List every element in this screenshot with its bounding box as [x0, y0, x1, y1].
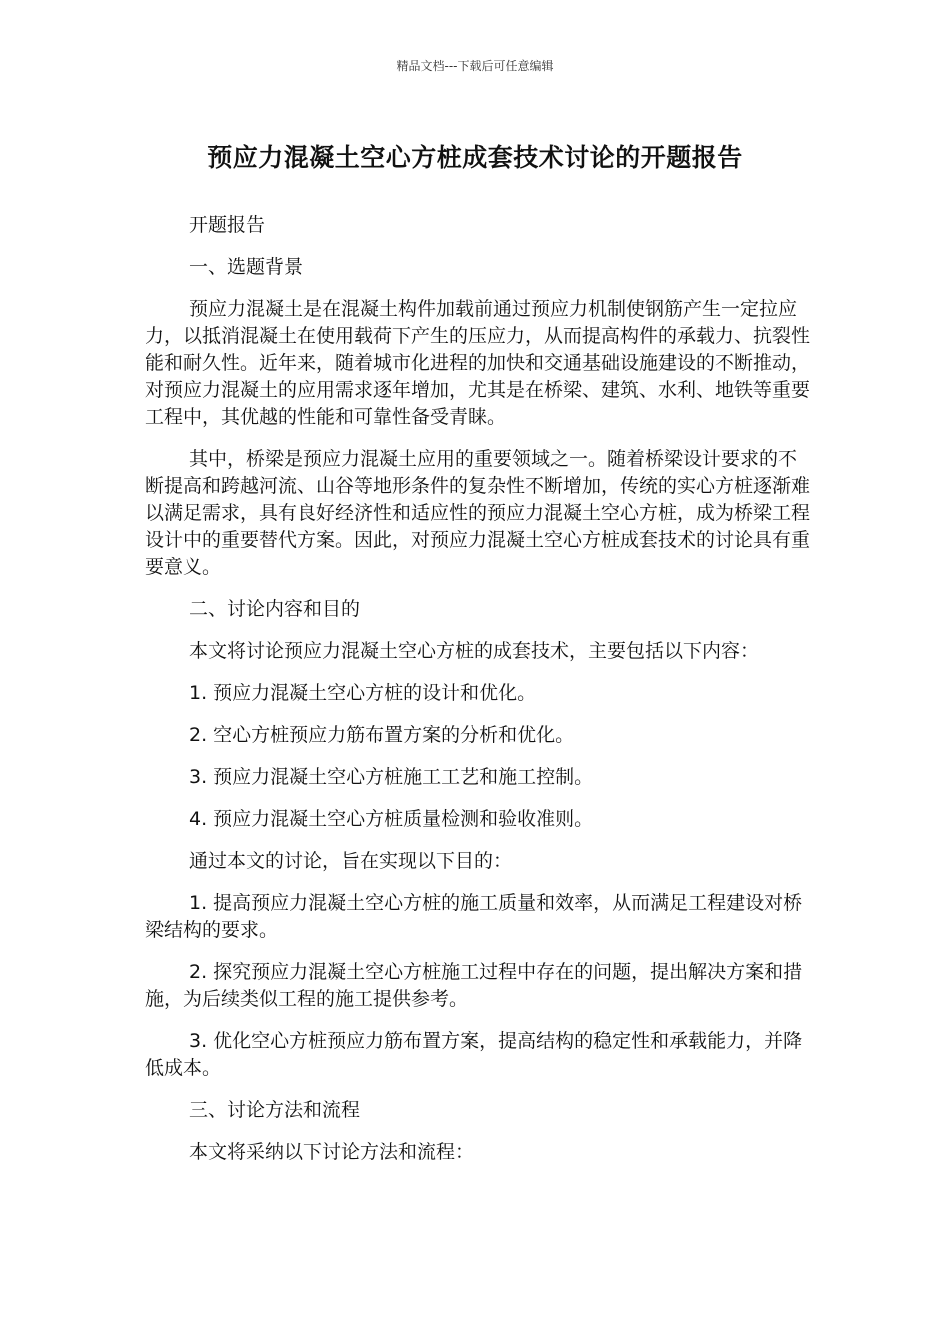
section-heading-methods: 三、讨论方法和流程 — [189, 1099, 361, 1121]
document-title: 预应力混凝土空心方桩成套技术讨论的开题报告 — [207, 143, 743, 172]
page-header-watermark: 精品文档---下载后可任意编辑 — [396, 59, 554, 73]
paragraph-methods-intro: 本文将采纳以下讨论方法和流程： — [189, 1141, 475, 1163]
list-item-content-3: 3. 预应力混凝土空心方桩施工工艺和施工控制。 — [189, 766, 594, 788]
paragraph-background-1: 预应力混凝土是在混凝土构件加载前通过预应力机制使钢筋产生一定拉应力，以抵消混凝土在使用载荷下产生的压应力，从而提高构件的承载力、抗裂性能和耐久性。近年来，随着城市化进程的加快和交通基础设施建设的不断推动，对预应力混凝土的应用需求逐年增加，尤其是在桥梁、建筑、水利、地铁等重要工程中，其优越的性能和可靠性备受青睐。 — [145, 298, 811, 428]
section-heading-content-goals: 二、讨论内容和目的 — [189, 598, 361, 620]
list-item-goal-2: 2. 探究预应力混凝土空心方桩施工过程中存在的问题，提出解决方案和措施，为后续类似工程的施工提供参考。 — [145, 961, 803, 1010]
list-item-goal-3: 3. 优化空心方桩预应力筋布置方案，提高结构的稳定性和承载能力，并降低成本。 — [145, 1030, 803, 1079]
list-item-content-1: 1. 预应力混凝土空心方桩的设计和优化。 — [189, 682, 537, 704]
list-item-content-4: 4. 预应力混凝土空心方桩质量检测和验收准则。 — [189, 808, 594, 830]
paragraph-background-2: 其中，桥梁是预应力混凝土应用的重要领域之一。随着桥梁设计要求的不断提高和跨越河流、山谷等地形条件的复杂性不断增加，传统的实心方桩逐渐难以满足需求，具有良好经济性和适应性的预应力混凝土空心方桩，成为桥梁工程设计中的重要替代方案。因此，对预应力混凝土空心方桩成套技术的讨论具有重要意义。 — [145, 448, 811, 578]
list-item-goal-1: 1. 提高预应力混凝土空心方桩的施工质量和效率，从而满足工程建设对桥梁结构的要求。 — [145, 892, 803, 941]
paragraph-report-label: 开题报告 — [189, 214, 266, 236]
paragraph-content-intro: 本文将讨论预应力混凝土空心方桩的成套技术，主要包括以下内容： — [189, 640, 760, 662]
document-body — [145, 212, 810, 1181]
paragraph-goals-intro: 通过本文的讨论，旨在实现以下目的： — [189, 850, 513, 872]
section-heading-background: 一、选题背景 — [189, 256, 304, 278]
list-item-content-2: 2. 空心方桩预应力筋布置方案的分析和优化。 — [189, 724, 575, 746]
